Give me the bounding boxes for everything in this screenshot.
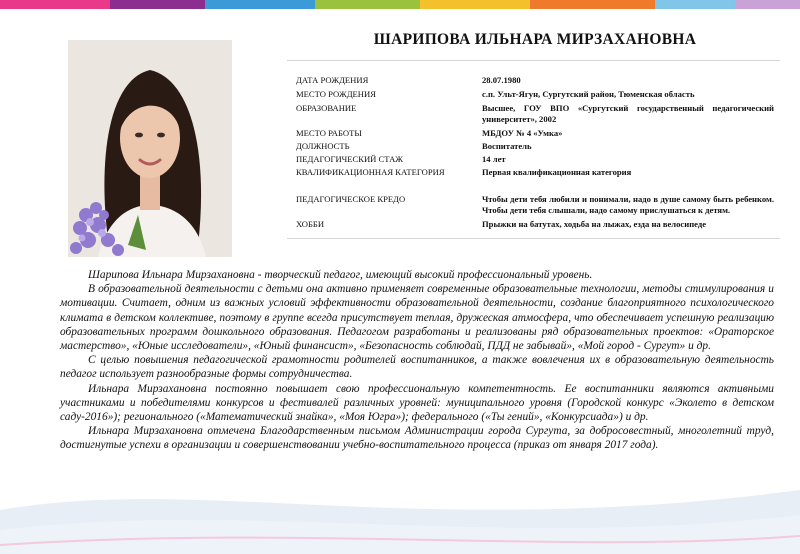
biography-text (60, 268, 774, 453)
info-label: МЕСТО РОЖДЕНИЯ (296, 89, 376, 99)
info-value: Прыжки на батутах, ходьба на лыжах, езда на велосипеде (482, 219, 707, 229)
stripe-segment (110, 0, 205, 9)
info-value: 28.07.1980 (482, 75, 521, 85)
info-label: ДОЛЖНОСТЬ (296, 141, 350, 151)
decorative-color-stripe (0, 0, 800, 20)
bio-paragraph: В образовательной деятельности с детьми она активно применяет современные образовательные технологии, методы стимулирования и мотивации. Считает, одним из важных условий эффективности образовательной деятельности, создание благоприятного психологического климата в детском коллективе, поэтому в группе всегда присутствует теплая, дружеская атмосфера, что обеспечивает успешную реализацию образовательных программ дошкольного образования. Педагогом разработаны и реализованы ряд образовательных проектов: «Ораторское мастерство», «Юные исследователи», «Юный финансист», «Безопасность соблюдай, ПДД не забывай», «Мой город - Сургут» и др. (60, 283, 774, 353)
info-value: 14 лет (482, 154, 506, 164)
person-name: ШАРИПОВА ИЛЬНАРА МИРЗАХАНОВНА (373, 31, 697, 48)
bio-paragraph: С целью повышения педагогической грамотности родителей воспитанников, а также вовлечения их в образовательную деятельность педагог использует разнообразные формы сотрудничества. (60, 354, 774, 381)
bio-paragraph: Ильнара Мирзахановна постоянно повышает свою профессиональную компетентность. Ее воспитанники являются активными участниками и победителями конкурсов и фестивалей различных уровней: муниципального уровня (Городской конкурс «Эколето в детском саду-2016»); регионального («Математический знайка», «Моя Югра»); федерального («Ты гений», «Конкурсиада») и др. (60, 382, 774, 424)
info-label: ПЕДАГОГИЧЕСКИЙ СТАЖ (296, 154, 403, 164)
info-label: ОБРАЗОВАНИЕ (296, 103, 357, 113)
info-value: МБДОУ № 4 «Умка» (482, 128, 563, 138)
stripe-segment (0, 0, 110, 9)
stripe-segment (735, 0, 800, 9)
info-value: Чтобы дети тебя любили и понимали, надо в душе самому быть ребенком. Чтобы дети тебя слышали, надо самому прислушаться к детям. (482, 194, 774, 215)
info-value: Первая квалификационная категория (482, 167, 632, 177)
stripe-segment (530, 0, 655, 9)
info-label: ПЕДАГОГИЧЕСКОЕ КРЕДО (296, 194, 406, 204)
portrait-illustration (68, 40, 232, 257)
info-label: МЕСТО РАБОТЫ (296, 128, 362, 138)
info-label: КВАЛИФИКАЦИОННАЯ КАТЕГОРИЯ (296, 167, 445, 177)
bio-paragraph: Ильнара Мирзахановна отмечена Благодарственным письмом Администрации города Сургута, за добросовестный, многолетний труд, достигнутые успехи в организации и совершенствовании учебно-воспитательного процесса (приказ от января 2017 года). (60, 425, 774, 452)
decorative-waves (0, 470, 800, 554)
stripe-segment (420, 0, 530, 9)
bio-paragraph: Шарипова Ильнара Мирзахановна - творческий педагог, имеющий высокий профессиональный уровень. (88, 269, 593, 281)
info-label: ДАТА РОЖДЕНИЯ (296, 75, 369, 85)
info-value: Воспитатель (482, 141, 532, 151)
info-table (287, 60, 780, 239)
portrait-photo (68, 40, 232, 257)
stripe-segment (205, 0, 315, 9)
info-label: ХОББИ (296, 219, 325, 229)
info-value: Высшее, ГОУ ВПО «Сургутский государственный педагогический университет», 2002 (482, 103, 774, 124)
info-value: с.п. Ульт-Ягун, Сургутский район, Тюменская область (482, 89, 695, 99)
stripe-segment (655, 0, 735, 9)
stripe-segment (315, 0, 420, 9)
